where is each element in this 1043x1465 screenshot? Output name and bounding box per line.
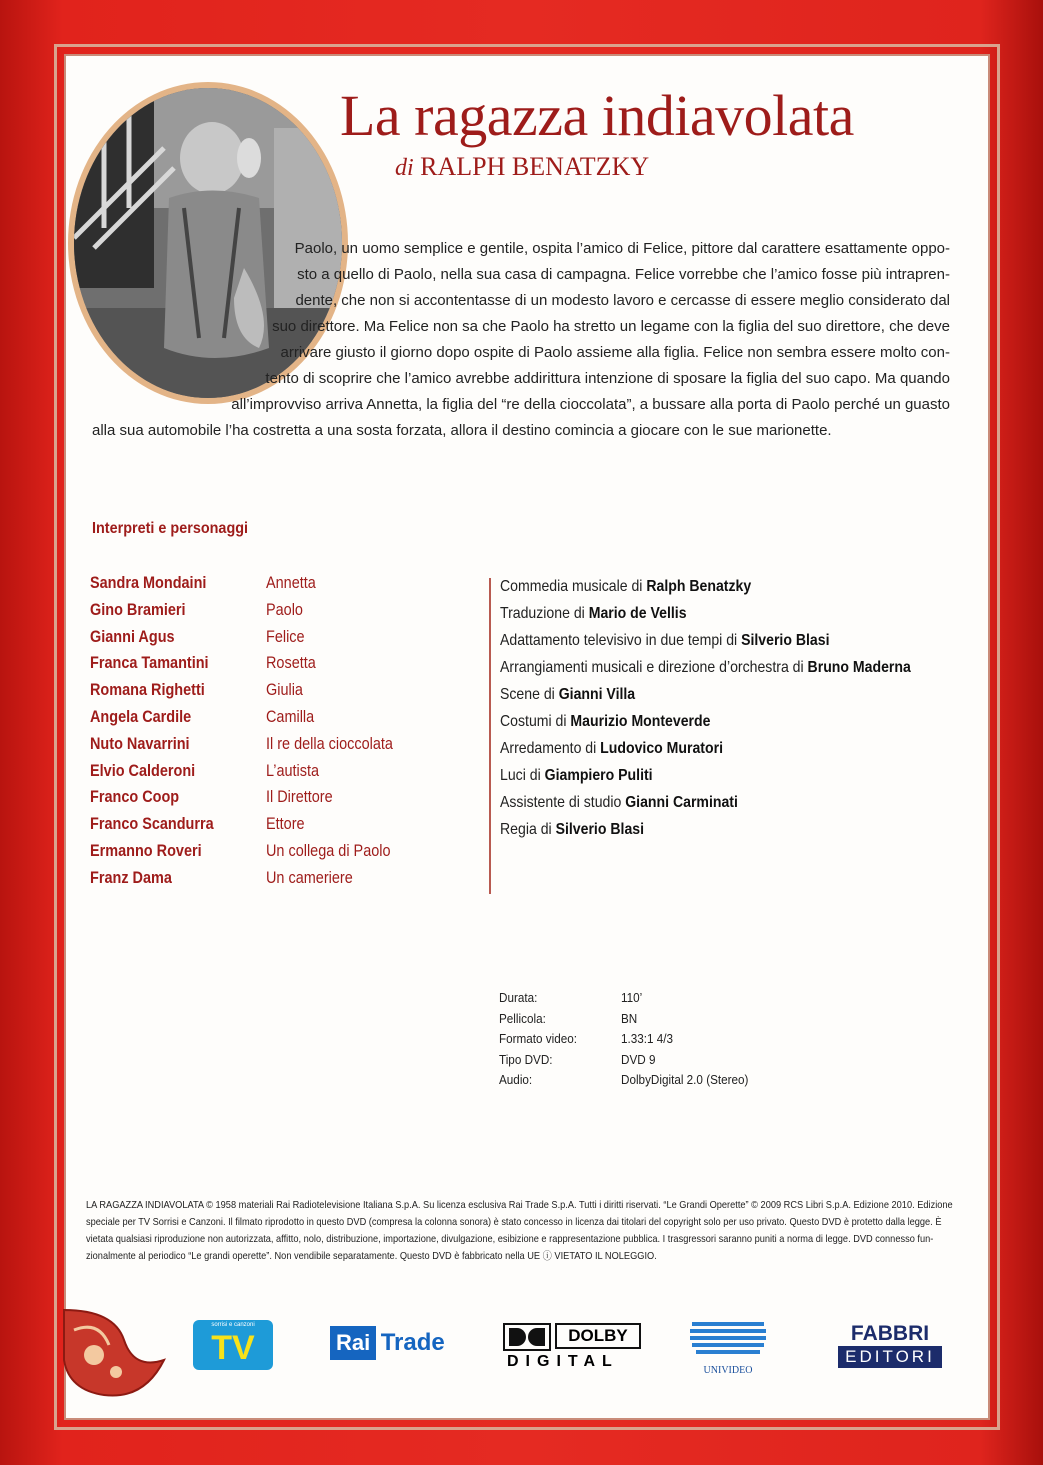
- actor-name: Franco Scandurra: [90, 814, 214, 834]
- credits-list: [500, 578, 967, 848]
- role-name: Felice: [266, 626, 305, 646]
- tv-sorrisi-logo: [193, 1320, 273, 1370]
- credit-name: Gianni Villa: [558, 686, 636, 703]
- legal-line: vietata qualsiasi riproduzione non autorizzata, affitto, nolo, distribuzione, importazione, divulgazione, esibizione e rappresentazione pubblica. I trasgressori saranno puniti a norma di legge. DVD connesso fun-: [86, 1233, 934, 1245]
- credit-label: Regia di: [500, 821, 552, 838]
- synopsis-line: all’improvviso arriva Annetta, la figlia del “re della cioccolata”, a bussare alla porta di Paolo perché un guasto: [231, 396, 950, 413]
- byline-prefix: di: [395, 155, 414, 181]
- credit-label: Arredamento di: [500, 740, 597, 757]
- role-name: Un cameriere: [266, 867, 353, 887]
- credit-name: Maurizio Monteverde: [570, 713, 711, 730]
- column-divider: [489, 578, 491, 894]
- tech-value: 1.33:1 4/3: [621, 1031, 674, 1046]
- dolby-double-d-icon: [503, 1323, 551, 1351]
- credit-label: Assistente di studio: [500, 794, 622, 811]
- credit-label: Traduzione di: [500, 605, 585, 622]
- credit-label: Luci di: [500, 767, 541, 784]
- tech-value: BN: [621, 1010, 638, 1026]
- tech-label: Formato video:: [499, 1031, 578, 1046]
- actor-name: Nuto Navarrini: [90, 733, 190, 753]
- credit-row: [500, 821, 911, 848]
- dolby-digital-logo: [503, 1323, 643, 1373]
- role-name: Camilla: [266, 706, 315, 726]
- univideo-logo: [688, 1320, 768, 1380]
- univideo-waves-icon: [688, 1320, 768, 1360]
- credit-name: Ludovico Muratori: [600, 740, 723, 757]
- credit-row: [500, 713, 911, 740]
- synopsis-line: Paolo, un uomo semplice e gentile, ospita l’amico di Felice, pittore dal carattere esattamente oppo-: [294, 240, 950, 257]
- credit-name: Mario de Vellis: [588, 605, 687, 622]
- fabbri-editori-logo: [838, 1322, 942, 1374]
- fabbri-top: FABBRI: [850, 1322, 930, 1345]
- tech-value: 110’: [621, 990, 643, 1005]
- synopsis: [70, 236, 950, 444]
- logo-strip: [0, 1310, 1043, 1390]
- tech-label: Pellicola:: [499, 1010, 546, 1026]
- credit-name: Ralph Benatzky: [646, 578, 752, 595]
- credit-label: Costumi di: [500, 713, 567, 730]
- synopsis-line: sto a quello di Paolo, nella sua casa di campagna. Felice vorrebbe che l’amico fosse più intrapren-: [297, 266, 950, 283]
- credit-row: [500, 659, 911, 686]
- synopsis-line: suo direttore. Ma Felice non sa che Paolo ha stretto un legame con la figlia del suo direttore, che deve: [272, 318, 950, 335]
- role-name: Il Direttore: [266, 787, 333, 807]
- credit-label: Scene di: [500, 686, 555, 703]
- film-title: La ragazza indiavolata: [340, 83, 854, 148]
- tech-label: Durata:: [499, 990, 538, 1005]
- synopsis-line: tento di scoprire che l’amico avrebbe addirittura intenzione di sposare la figlia del suo capo. Ma quando: [265, 370, 950, 387]
- role-name: Rosetta: [266, 653, 316, 673]
- actor-name: Gino Bramieri: [90, 599, 186, 619]
- tv-logo-small: sorrisi e canzoni: [211, 1322, 255, 1328]
- rai-logo-text: Rai: [330, 1326, 376, 1360]
- credit-name: Bruno Maderna: [807, 659, 911, 676]
- tech-value: DolbyDigital 2.0 (Stereo): [621, 1072, 749, 1087]
- role-name: Giulia: [266, 680, 303, 700]
- rai-trade-logo: [330, 1326, 445, 1366]
- credit-label: Commedia musicale di: [500, 578, 643, 595]
- credit-name: Gianni Carminati: [625, 794, 738, 811]
- author-name: RALPH BENATZKY: [420, 152, 650, 181]
- author-byline: [395, 152, 649, 182]
- actor-name: Ermanno Roveri: [90, 840, 202, 860]
- legal-line: speciale per TV Sorrisi e Canzoni. Il filmato riprodotto in questo DVD (compresa la colonna sonora) è stato concesso in licenza dai titolari del copyright solo per uso privato. Questo DVD è protetto dalla legge. È: [86, 1216, 942, 1228]
- fabbri-bottom: EDITORI: [838, 1346, 942, 1368]
- dolby-word: DOLBY: [555, 1323, 641, 1349]
- credit-row: [500, 605, 911, 632]
- credit-name: Silverio Blasi: [741, 632, 830, 649]
- tech-label: Tipo DVD:: [499, 1051, 553, 1067]
- role-name: Paolo: [266, 599, 303, 619]
- credit-row: [500, 686, 911, 713]
- credit-row: [500, 794, 911, 821]
- credit-row: [500, 578, 911, 605]
- dolby-digital-text: DIGITAL: [507, 1353, 619, 1370]
- actor-name: Franco Coop: [90, 787, 180, 807]
- tv-logo-big: TV: [211, 1329, 255, 1367]
- legal-line: LA RAGAZZA INDIAVOLATA © 1958 materiali Rai Radiotelevisione Italiana S.p.A. Su licenza esclusiva Rai Trade S.p.A. Tutti i diritti riservati. “Le Grandi Operette” © 2009 RCS Libri S.p.A. Edizione 2010. Edizione: [86, 1199, 953, 1211]
- role-name: Ettore: [266, 814, 305, 834]
- tech-value: DVD 9: [621, 1051, 656, 1067]
- actor-name: Sandra Mondaini: [90, 573, 207, 592]
- univideo-text: UNIVIDEO: [703, 1365, 753, 1376]
- role-name: L’autista: [266, 760, 320, 780]
- actor-name: Franca Tamantini: [90, 653, 209, 673]
- actor-name: Elvio Calderoni: [90, 760, 196, 780]
- role-name: Un collega di Paolo: [266, 840, 391, 860]
- credit-row: [500, 767, 911, 794]
- credit-label: Adattamento televisivo in due tempi di: [500, 632, 738, 649]
- synopsis-line: alla sua automobile l’ha costretta a una sosta forzata, allora il destino comincia a giocare con le sue marionette.: [92, 422, 832, 439]
- trade-logo-text: Trade: [380, 1329, 445, 1356]
- credit-label: Arrangiamenti musicali e direzione d’orchestra di: [500, 659, 804, 676]
- credit-row: [500, 632, 911, 659]
- role-name: Il re della cioccolata: [266, 733, 393, 753]
- role-name: Annetta: [266, 573, 316, 592]
- credit-name: Silverio Blasi: [555, 821, 645, 838]
- actor-name: Franz Dama: [90, 867, 172, 887]
- synopsis-line: arrivare giusto il giorno dopo ospite di Paolo assieme alla figlia. Felice non sembra essere molto con-: [280, 344, 950, 361]
- legal-notice: [86, 1197, 953, 1265]
- tv-logo-badge: [193, 1320, 273, 1370]
- tech-label: Audio:: [499, 1072, 533, 1087]
- actor-name: Romana Righetti: [90, 680, 205, 700]
- actor-name: Angela Cardile: [90, 706, 192, 726]
- cast-heading: Interpreti e personaggi: [92, 520, 249, 537]
- actor-name: Gianni Agus: [90, 626, 175, 646]
- credit-name: Giampiero Puliti: [544, 767, 653, 784]
- legal-line: zionalmente al periodico “Le grandi operette”. Non vendibile separatamente. Questo DVD è fabbricato nella UE ⓘ VIETATO IL NOLEGGIO.: [86, 1250, 657, 1262]
- synopsis-line: dente, che non si accontentasse di un modesto lavoro e cercasse di essere meglio considerato dal: [295, 292, 950, 309]
- credit-row: [500, 740, 911, 767]
